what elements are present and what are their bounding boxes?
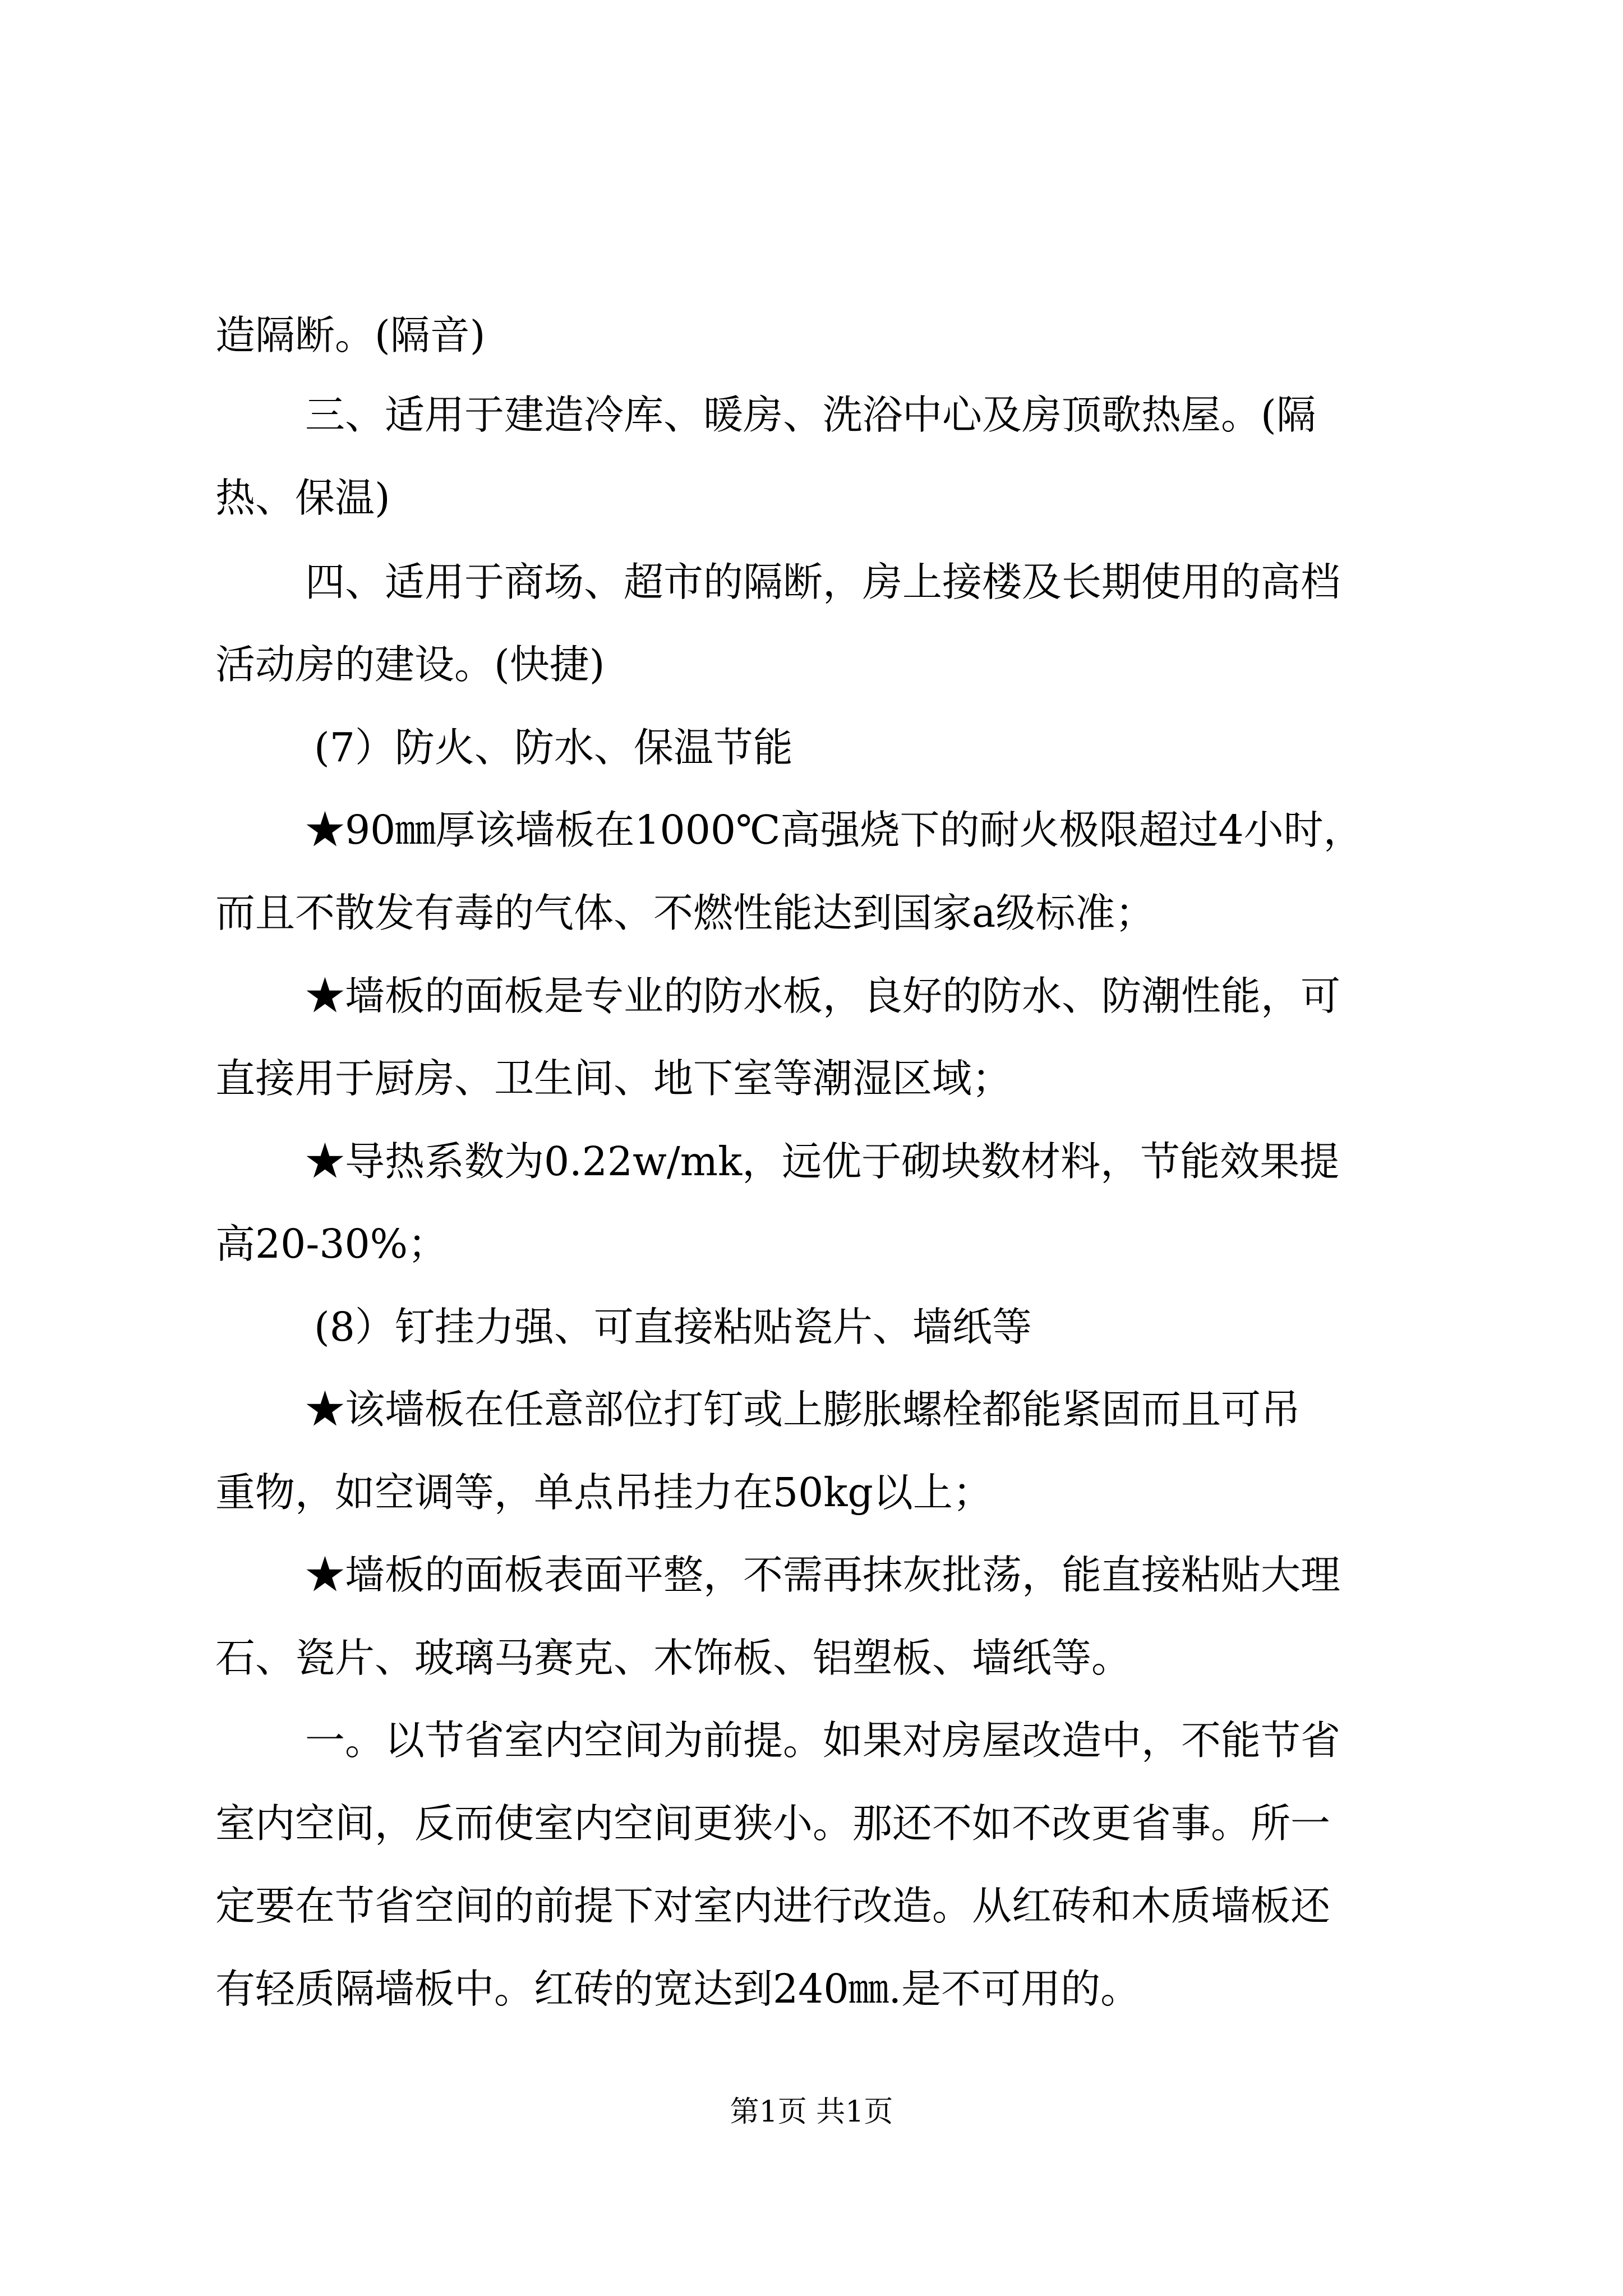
section-heading: (8）钉挂力强、可直接粘贴瓷片、墙纸等 — [314, 1304, 1032, 1350]
text-line: ★导热系数为0.22w/mk，远优于砌块数材料，节能效果提 — [305, 1138, 1340, 1185]
text-line: 高20-30%； — [215, 1221, 448, 1267]
text-line: 造隔断。(隔音) — [215, 312, 486, 358]
page-footer: 第1页 共1页 — [730, 2095, 893, 2129]
text-line: 热、保温) — [215, 475, 390, 521]
text-line: 四、适用于商场、超市的隔断，房上接楼及长期使用的高档 — [305, 559, 1341, 605]
text-line: 活动房的建设。(快捷) — [215, 641, 605, 688]
text-line: 室内空间，反而使室内空间更狭小。那还不如不改更省事。所一 — [215, 1800, 1331, 1847]
text-line: 一。以节省室内空间为前提。如果对房屋改造中，不能节省 — [305, 1717, 1341, 1764]
text-line: ★墙板的面板是专业的防水板，良好的防水、防潮性能，可 — [305, 973, 1341, 1019]
text-line: 重物，如空调等，单点吊挂力在50kg以上； — [215, 1469, 993, 1516]
section-heading: (7）防火、防水、保温节能 — [314, 724, 793, 771]
text-line: ★墙板的面板表面平整，不需再抹灰批荡，能直接粘贴大理 — [305, 1552, 1341, 1598]
text-line: ★该墙板在任意部位打钉或上膨胀螺栓都能紧固而且可吊 — [305, 1386, 1301, 1433]
text-line: ★90㎜厚该墙板在1000℃高强烧下的耐火极限超过4小时， — [305, 807, 1363, 853]
text-line: 有轻质隔墙板中。红砖的宽达到240㎜.是不可用的。 — [215, 1966, 1141, 2012]
text-line: 直接用于厨房、卫生间、地下室等潮湿区域； — [215, 1055, 1012, 1102]
text-line: 定要在节省空间的前提下对室内进行改造。从红砖和木质墙板还 — [215, 1883, 1331, 1929]
text-line: 石、瓷片、玻璃马赛克、木饰板、铝塑板、墙纸等。 — [215, 1635, 1132, 1681]
text-line: 而且不散发有毒的气体、不燃性能达到国家a级标准； — [215, 890, 1155, 936]
text-line: 三、适用于建造冷库、暖房、洗浴中心及房顶歌热屋。(隔 — [305, 392, 1316, 438]
